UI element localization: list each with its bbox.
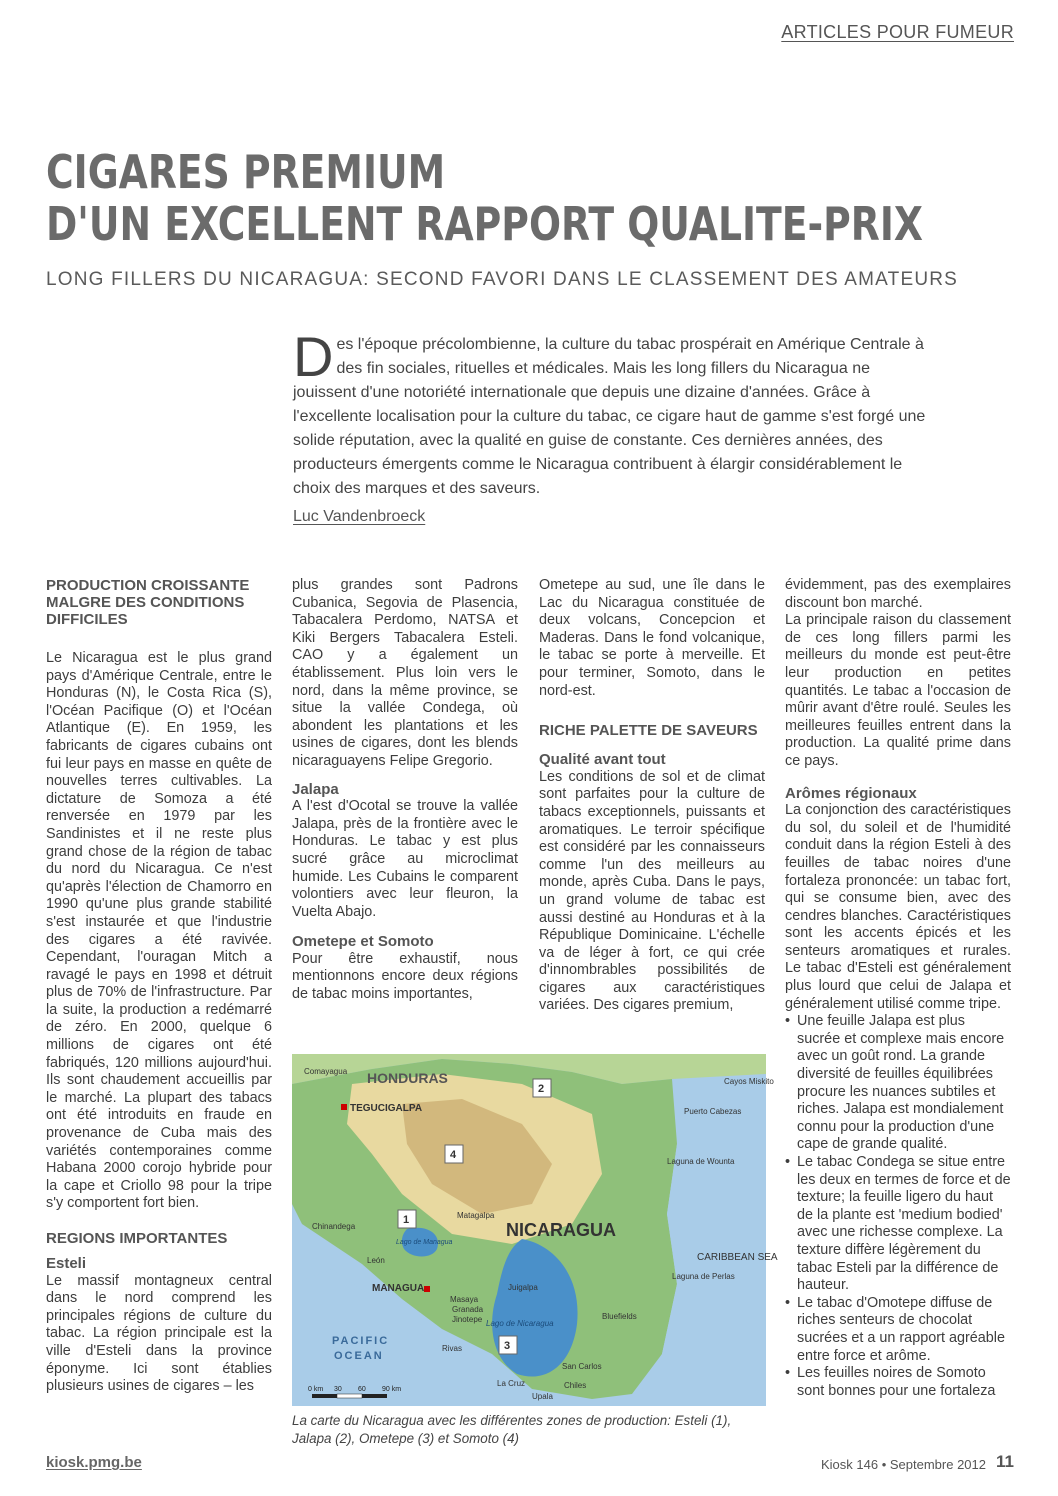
scale-label: 90 km: [382, 1386, 402, 1393]
pacific-label-line1: PACIFIC: [332, 1335, 390, 1347]
zone-number: 3: [504, 1340, 511, 1352]
body-paragraph: évidemment, pas des exemplaires discount bon marché.: [785, 577, 1011, 611]
article-column-2: [292, 577, 518, 1004]
tegucigalpa-label: TEGUCIGALPA: [350, 1103, 423, 1114]
map-caption: La carte du Nicaragua avec les différentes zones de production: Esteli (1), Jalapa (2), Ometepe (3) et Somoto (4): [292, 1413, 732, 1446]
drop-cap: D: [293, 325, 334, 388]
city-label: Puerto Cabezas: [684, 1107, 742, 1116]
section-heading-regions: REGIONS IMPORTANTES: [46, 1230, 228, 1247]
section-heading-production: PRODUCTION CROISSANTE MALGRE DES CONDITIONS DIFFICILES: [46, 577, 250, 628]
footer-url-link[interactable]: kiosk.pmg.be: [46, 1454, 142, 1471]
lead-paragraph: [293, 325, 933, 501]
article-column-3: [539, 577, 765, 1015]
lead-text: es l'époque précolombienne, la culture du tabac prospérait en Amérique Centrale à des fin sociales, rituelles et médicales. Mais les long fillers du Nicaragua ne jouissent d'une notoriété internationale que depuis une dizaine d'années. Grâce à l'excellente localisation pour la culture du tabac, ce cigare haut de gamme s'est forgé une solide réputation, avec la qualité en guise de constante. Ces dernières années, des producteurs émergents comme le Nicaragua contribuent à élargir considérablement le choix des marques et des saveurs.: [293, 336, 926, 497]
article-subtitle: LONG FILLERS DU NICARAGUA: SECOND FAVORI DANS LE CLASSEMENT DES AMATEURS: [46, 269, 959, 290]
zone-number: 1: [403, 1214, 410, 1226]
body-paragraph: La principale raison du classement de ces long fillers parmi les meilleurs du monde est peut-être leur production en petites quantités. Le tabac a l'occasion de mûrir avant d'être roulé. Seules les meilleures feuilles entrent dans la production. La qualité prime dans ce pays.: [785, 612, 1011, 769]
body-paragraph: Pour être exhaustif, nous mentionnons encore deux régions de tabac moins importantes,: [292, 950, 518, 1003]
zone-number: 4: [450, 1149, 457, 1161]
city-label: San Carlos: [562, 1362, 602, 1371]
lake-label: Lago de Nicaragua: [486, 1319, 554, 1328]
subheading-jalapa: Jalapa: [292, 780, 339, 798]
author-byline[interactable]: Luc Vandenbroeck: [293, 508, 426, 525]
body-paragraph: plus grandes sont Padrons Cubanica, Segovia de Plasencia, Tabacalera Perdomo, NATSA et Kiki Bergers Tabacalera Esteli. CAO y a également un établissement. Plus loin vers le nord, dans la même province, se situe la vallée Condega, où abondent les plantations et les usines de cigares, dont les blends nicaraguayens Felipe Gregorio.: [292, 577, 518, 769]
body-paragraph: Les conditions de sol et de climat sont parfaites pour la culture de tabacs exceptionnels, puissants et aromatiques. Le terroir spécifique est considéré par les connaisseurs comme l'un des meilleurs au monde, après Cuba. Dans le pays, un grand volume de tabac est aussi destiné au Honduras et à la République Dominicaine. L'échelle va de léger à fort, ce qui crée d'innombrables possibilités de cigares aux caractéristiques variées. Des cigares premium,: [539, 768, 765, 1014]
city-label: Rivas: [442, 1344, 463, 1353]
city-label: Juigalpa: [508, 1283, 538, 1292]
honduras-label: HONDURAS: [367, 1070, 448, 1086]
article-title: [46, 146, 923, 250]
bullet-list: [785, 1013, 1011, 1400]
caribbean-label: CARIBBEAN SEA: [697, 1252, 778, 1263]
list-item: • Une feuille Jalapa est plus sucrée et complexe mais encore avec un goût rond. La grande diversité de feuilles équilibrées procure les nuances subtiles et riches. Jalapa est mondialement connu pour la production d'une cape de grande qualité.: [785, 1013, 1011, 1154]
body-paragraph: Le massif montagneux central dans le nord comprend les principales régions de culture du tabac. La région principale est la ville d'Esteli dans la province éponyme. Ici sont établies plusieurs usines de cigares – les: [46, 1272, 272, 1395]
capital-marker: [341, 1104, 347, 1110]
city-label: Matagalpa: [457, 1211, 495, 1220]
zone-number: 2: [538, 1083, 545, 1095]
city-label: Chiles: [564, 1381, 587, 1390]
page-number: 11: [996, 1452, 1014, 1471]
pacific-label-line2: OCEAN: [334, 1350, 384, 1362]
city-label: La Cruz: [497, 1379, 526, 1388]
city-label: Cayos Miskito: [724, 1077, 774, 1086]
subheading-aromes: Arômes régionaux: [785, 784, 917, 802]
list-item: • Le tabac Condega se situe entre les deux en termes de force et de texture; la feuille ligero du haut de la plante est 'medium bodied' avec une richesse complexe. La texture diffère légèrement du tabac Esteli par la différence de hauteur.: [785, 1154, 1011, 1295]
scale-label: 0 km: [308, 1386, 324, 1393]
body-paragraph: Le Nicaragua est le plus grand pays d'Amérique Centrale, entre le Honduras (N), le Costa Rica (S), l'Océan Pacifique (O) et l'Océan Atlantique (E). En 1959, les fabricants de cigares cubains ont fui leur pays en masse en quête de nouvelles terres cultivables. La dictature de Somoza a été renversée en 1979 par les Sandinistes et il ne reste plus grand chose de la région de tabac du nord du Nicaragua. Ce n'est qu'après l'élection de Chamorro en 1990 qu'une plus grande stabilité s'est instaurée et que l'industrie des cigares a été ravivée. Cependant, l'ouragan Mitch a ravagé le pays en 1998 et détruit plus de 70% de l'infrastructure. Par la suite, la production a redémarré de zéro. En 2000, quelque 6 millions de cigares ont été fabriqués, 120 millions aujourd'hui. Ils sont chaudement accueillis par le marché. La plupart des tabacs ont été introduits en fraude en provenance de Cuba mais des variétés contemporaines comme Habana 2000 corojo hybride pour la cape et Criollo 98 pour la tripe s'y comportent fort bien.: [46, 650, 272, 1212]
lake-small-label: Lago de Managua: [396, 1239, 453, 1246]
list-item: • Les feuilles noires de Somoto sont bonnes pour une fortaleza: [785, 1365, 1011, 1400]
footer-issue: Kiosk 146 • Septembre 2012: [821, 1457, 986, 1472]
article-column-4: [785, 577, 1011, 1400]
city-label: Laguna de Wounta: [667, 1157, 735, 1166]
subheading-esteli: Esteli: [46, 1255, 87, 1272]
managua-label: MANAGUA: [372, 1283, 425, 1294]
section-heading-saveurs: RICHE PALETTE DE SAVEURS: [539, 722, 758, 740]
city-label: Bluefields: [602, 1312, 637, 1321]
title-line-2: D'UN EXCELLENT RAPPORT QUALITE-PRIX: [46, 197, 923, 251]
body-paragraph: Ometepe au sud, une île dans le Lac du Nicaragua constituée de deux volcans, Concepcion et Maderas. Dans le fond volcanique, le tabac se porte à merveille. Et pour terminer, Somoto, dans le nord-est.: [539, 577, 765, 699]
capital-marker: [424, 1286, 430, 1292]
city-label: Jinotepe: [452, 1315, 483, 1324]
city-label: Comayagua: [304, 1067, 348, 1076]
city-label: Laguna de Perlas: [672, 1272, 735, 1281]
scale-label: 60: [358, 1386, 366, 1393]
scale-label: 30: [334, 1386, 342, 1393]
section-tag: ARTICLES POUR FUMEUR: [781, 22, 1014, 42]
title-line-1: CIGARES PREMIUM: [46, 145, 446, 199]
city-label: León: [367, 1256, 385, 1265]
city-label: Chinandega: [312, 1222, 356, 1231]
city-label: Upala: [532, 1392, 553, 1401]
body-paragraph: A l'est d'Ocotal se trouve la vallée Jalapa, près de la frontière avec le Honduras. Le tabac y est plus sucré grâce au microclimat humide. Les Cubains le comparent volontiers avec leur fleuron, la Vuelta Abajo.: [292, 798, 518, 920]
subheading-ometepe-somoto: Ometepe et Somoto: [292, 933, 434, 951]
nicaragua-label: NICARAGUA: [506, 1220, 616, 1240]
list-item: • Le tabac d'Omotepe diffuse de riches senteurs de chocolat sucrées et a un rapport agréable entre force et arôme.: [785, 1295, 1011, 1365]
nicaragua-map: [292, 1054, 778, 1406]
subheading-qualite: Qualité avant tout: [539, 751, 666, 769]
city-label: Granada: [452, 1305, 484, 1314]
article-column-1: [46, 577, 272, 1396]
city-label: Masaya: [450, 1295, 479, 1304]
body-paragraph: La conjonction des caractéristiques du sol, du soleil et de l'humidité conduit dans la région Esteli à des feuilles de tabac noires d'une fortaleza prononcée: un tabac fort, qui se consume bien, avec des cendres blanches. Caractéristiques sont les accents épicés et les senteurs aromatiques et rurales. Le tabac d'Esteli est généralement plus lourd que celui de Jalapa et généralement utilisé comme tripe.: [785, 802, 1011, 1012]
